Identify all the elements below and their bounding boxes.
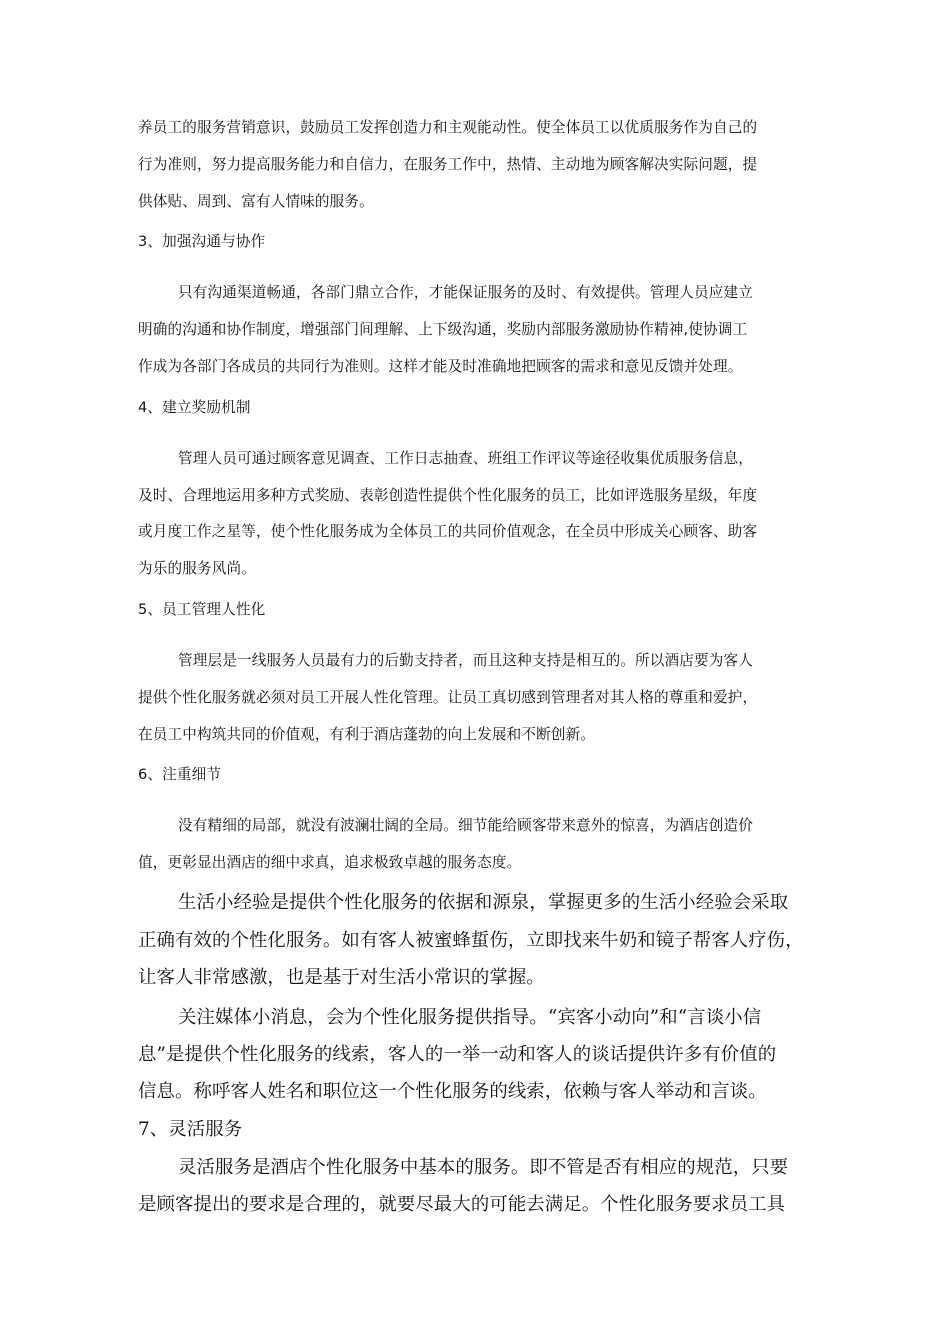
paragraph-line: 或月度工作之星等，使个性化服务成为全体员工的共同价值观念，在全员中形成关心顾客、助客	[138, 523, 758, 540]
paragraph-line: 是顾客提出的要求是合理的，就要尽最大的可能去满足。个性化服务要求员工具	[138, 1194, 786, 1215]
section-heading: 4、建立奖励机制	[138, 399, 251, 416]
paragraph-line: 生活小经验是提供个性化服务的依据和源泉，掌握更多的生活小经验会采取	[178, 892, 789, 913]
paragraph-line: 值，更彰显出酒店的细中求真，追求极致卓越的服务态度。	[138, 854, 522, 871]
section-heading: 5、员工管理人性化	[138, 601, 266, 618]
paragraph-line: 作成为各部门各成员的共同行为准则。这样才能及时准确地把顾客的需求和意见反馈并处理。	[138, 358, 743, 375]
paragraph-line: 在员工中构筑共同的价值观，有利于酒店蓬勃的向上发展和不断创新。	[138, 726, 596, 743]
paragraph-line: 正确有效的个性化服务。如有客人被蜜蜂蜇伤，立即找来牛奶和镜子帮客人疗伤，	[138, 930, 804, 951]
paragraph-line: 行为准则，努力提高服务能力和自信力，在服务工作中，热情、主动地为顾客解决实际问题，提	[138, 156, 758, 173]
paragraph-line: 关注媒体小消息，会为个性化服务提供指导。“宾客小动向”和“言谈小信	[178, 1007, 762, 1028]
paragraph-line: 养员工的服务营销意识，鼓励员工发挥创造力和主观能动性。使全体员工以优质服务作为自己的	[138, 119, 758, 136]
paragraph-line: 信息。称呼客人姓名和职位这一个性化服务的线索，依赖与客人举动和言谈。	[138, 1081, 767, 1102]
paragraph-line: 管理层是一线服务人员最有力的后勤支持者，而且这种支持是相互的。所以酒店要为客人	[178, 652, 754, 669]
section-heading: 6、注重细节	[138, 766, 222, 783]
paragraph-line: 管理人员可通过顾客意见调查、工作日志抽查、班组工作评议等途径收集优质服务信息，	[178, 450, 754, 467]
paragraph-line: 让客人非常感激，也是基于对生活小常识的掌握。	[138, 967, 545, 988]
paragraph-line: 没有精细的局部，就没有波澜壮阔的全局。细节能给顾客带来意外的惊喜，为酒店创造价	[178, 817, 754, 834]
paragraph-line: 及时、合理地运用多种方式奖励、表彰创造性提供个性化服务的员工，比如评选服务星级，年度	[138, 487, 758, 504]
paragraph-line: 为乐的服务风尚。	[138, 560, 256, 577]
paragraph-line: 息”是提供个性化服务的线索，客人的一举一动和客人的谈话提供许多有价值的	[138, 1044, 777, 1065]
paragraph-line: 只有沟通渠道畅通，各部门鼎立合作，才能保证服务的及时、有效提供。管理人员应建立	[178, 284, 754, 301]
paragraph-line: 灵活服务是酒店个性化服务中基本的服务。即不管是否有相应的规范，只要	[178, 1157, 789, 1178]
paragraph-line: 明确的沟通和协作制度，增强部门间理解、上下级沟通，奖励内部服务激励协作精神,使协调工	[138, 321, 748, 338]
paragraph-line: 供体贴、周到、富有人情味的服务。	[138, 193, 374, 210]
section-heading: 7、灵活服务	[138, 1119, 243, 1140]
section-heading: 3、加强沟通与协作	[138, 233, 266, 250]
paragraph-line: 提供个性化服务就必须对员工开展人性化管理。让员工真切感到管理者对其人格的尊重和爱护，	[138, 689, 758, 706]
